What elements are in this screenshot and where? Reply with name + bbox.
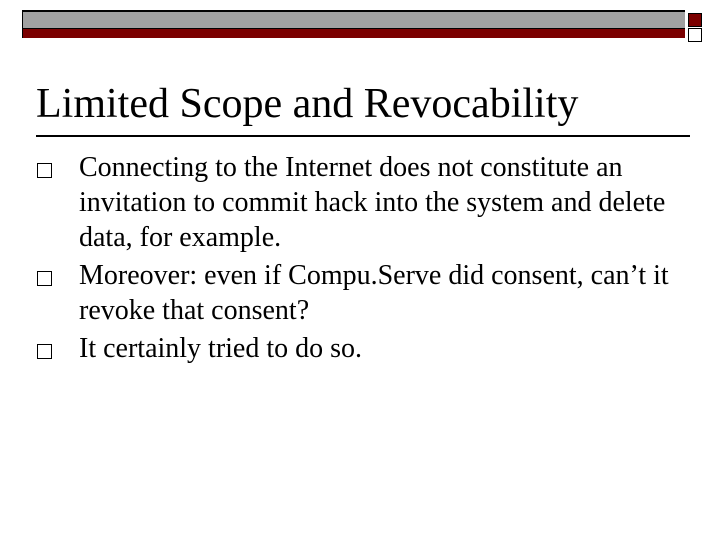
bullet-text: Moreover: even if Compu.Serve did consent, can’t it revoke that consent?: [79, 260, 669, 326]
bullet-text: It certainly tried to do so.: [79, 333, 363, 364]
bullet-item: [36, 258, 676, 328]
bullet-list: [36, 150, 676, 369]
slide-title: Limited Scope and Revocability: [36, 81, 579, 127]
title-divider: [36, 135, 690, 137]
bullet-text: Connecting to the Internet does not constitute an invitation to commit hack into the system and delete data, for example.: [79, 152, 666, 253]
corner-square-filled-icon: [688, 13, 702, 27]
hollow-square-icon: [37, 344, 52, 359]
hollow-square-icon: [37, 163, 52, 178]
corner-square-hollow-icon: [688, 28, 702, 42]
hollow-square-icon: [37, 271, 52, 286]
header-decoration-stripe: [23, 28, 685, 38]
bullet-item: [36, 331, 676, 366]
header-decoration-bar: [22, 10, 685, 38]
bullet-item: [36, 150, 676, 255]
